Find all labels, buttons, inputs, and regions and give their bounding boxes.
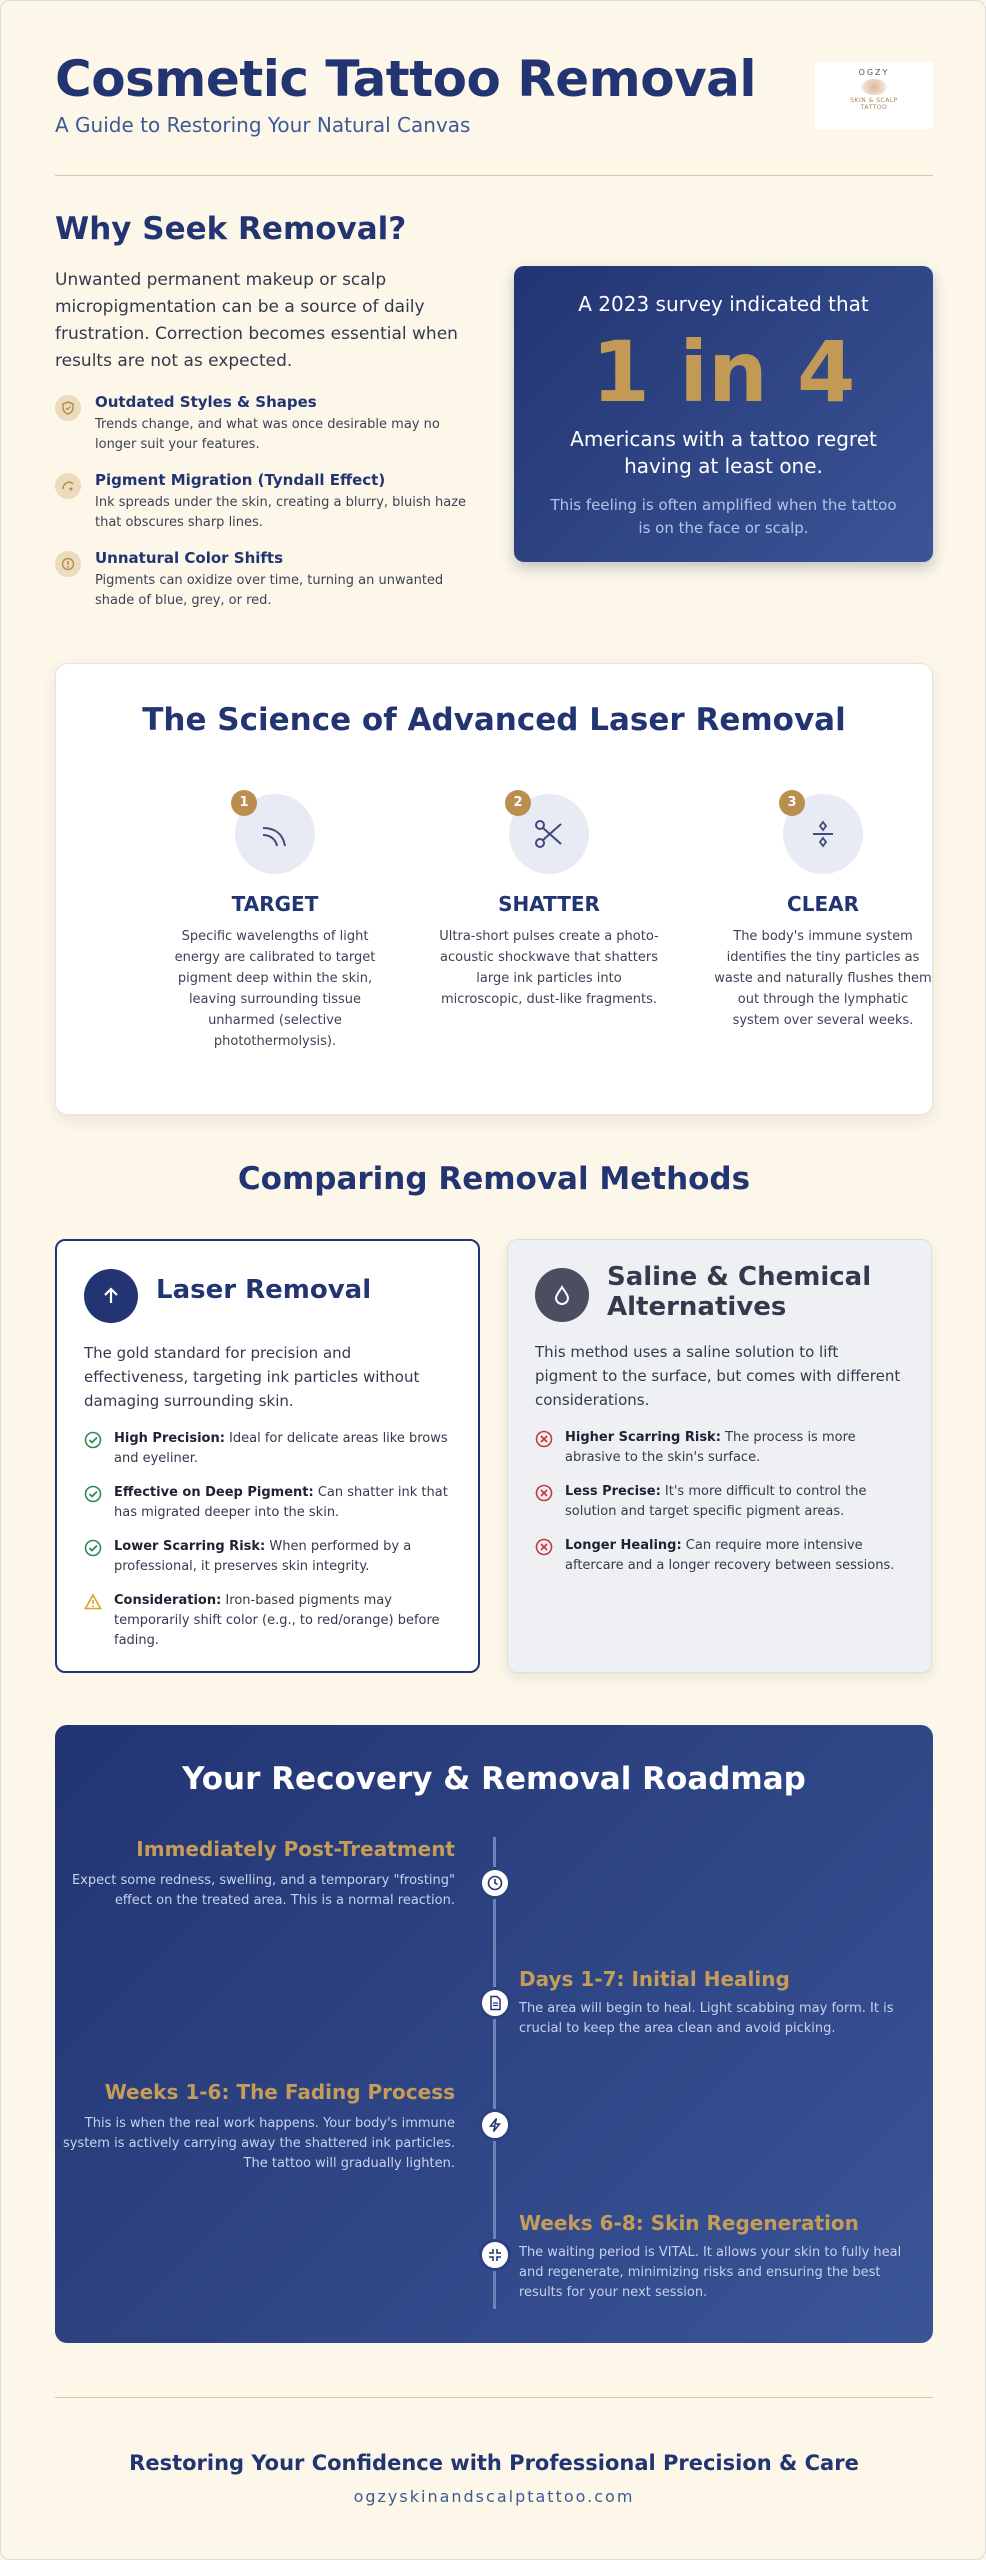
divide-icon — [805, 816, 841, 852]
item-label: Lower Scarring Risk: — [114, 1539, 266, 1554]
reason-desc: Pigments can oxidize over time, turning an unwanted shade of blue, grey, or red. — [95, 573, 444, 608]
timeline-event — [519, 1967, 919, 2039]
laser-card — [55, 1239, 480, 1673]
brand-logo — [815, 62, 933, 129]
warning-icon — [84, 1593, 102, 1611]
why-intro: Unwanted permanent makeup or scalp micropigmentation can be a source of daily frustration. Correction becomes essential when results are not as expected. — [55, 270, 458, 371]
page-title: Cosmetic Tattoo Removal — [55, 50, 757, 108]
item-text: It's more difficult to control the solution and target specific pigment areas. — [565, 1484, 867, 1519]
card-header — [535, 1264, 904, 1330]
reason-item — [55, 393, 475, 455]
saline-card — [507, 1239, 932, 1673]
item-label: Higher Scarring Risk: — [565, 1430, 721, 1445]
clock-icon — [479, 1867, 511, 1899]
divider — [55, 2397, 933, 2398]
alert-icon — [55, 551, 81, 577]
logo-line3: TATTOO — [860, 104, 888, 111]
item-text: Can shatter ink that has migrated deeper into the skin. — [114, 1485, 448, 1520]
step-desc: Specific wavelengths of light energy are calibrated to target pigment deep within the skin, leaving surrounding tissue unharmed (selective photothermolysis). — [174, 929, 376, 1049]
card-title: Laser Removal — [156, 1275, 372, 1305]
x-circle-icon — [535, 1538, 553, 1556]
survey-stat: 1 in 4 — [591, 323, 856, 421]
item-text: Can require more intensive aftercare and a longer recovery between sessions. — [565, 1538, 895, 1573]
item-text: The process is more abrasive to the skin's surface. — [565, 1430, 856, 1465]
roadmap-heading: Your Recovery & Removal Roadmap — [182, 1761, 806, 1797]
timeline-event — [55, 1837, 455, 1911]
con-item — [535, 1428, 904, 1468]
card-header — [84, 1265, 451, 1331]
bolt-icon — [479, 2109, 511, 2141]
step-desc: The body's immune system identifies the tiny particles as waste and naturally flushes them out through the lymphatic system over several weeks. — [714, 929, 932, 1028]
event-title: Immediately Post-Treatment — [136, 1837, 455, 1861]
event-title: Days 1-7: Initial Healing — [519, 1967, 790, 1991]
event-desc: The area will begin to heal. Light scabbing may form. It is crucial to keep the area clean and avoid picking. — [519, 2001, 894, 2036]
con-item — [535, 1536, 904, 1576]
droplet-icon — [535, 1268, 589, 1322]
reason-title: Pigment Migration (Tyndall Effect) — [95, 471, 386, 489]
event-desc: This is when the real work happens. Your body's immune system is actively carrying away the shattered ink particles. The tattoo will gradually lighten. — [62, 2116, 455, 2171]
spread-icon — [55, 473, 81, 499]
logo-mark-icon — [861, 79, 887, 95]
reason-desc: Ink spreads under the skin, creating a blurry, bluish haze that obscures sharp lines. — [95, 495, 467, 530]
reason-item — [55, 471, 475, 533]
shield-icon — [55, 395, 81, 421]
page-subtitle: A Guide to Restoring Your Natural Canvas — [55, 113, 471, 137]
step-title: SHATTER — [498, 892, 600, 916]
check-icon — [84, 1485, 102, 1503]
step-number: 1 — [231, 790, 257, 816]
header — [55, 47, 933, 142]
x-circle-icon — [535, 1430, 553, 1448]
step-circle — [509, 794, 589, 874]
footer-tagline: Restoring Your Confidence with Professional Precision & Care — [129, 2451, 859, 2475]
compare-heading: Comparing Removal Methods — [237, 1161, 751, 1197]
item-label: Effective on Deep Pigment: — [114, 1485, 314, 1500]
document-icon — [479, 1987, 511, 2019]
item-label: Less Precise: — [565, 1484, 661, 1499]
step-desc: Ultra-short pulses create a photo-acoustic shockwave that shatters large ink particles into microscopic, dust-like fragments. — [439, 929, 659, 1007]
x-circle-icon — [535, 1484, 553, 1502]
why-section — [55, 211, 475, 611]
arrow-up-icon — [84, 1269, 138, 1323]
science-heading: The Science of Advanced Laser Removal — [142, 702, 846, 738]
step-title: CLEAR — [787, 892, 859, 916]
item-label: High Precision: — [114, 1431, 225, 1446]
check-icon — [84, 1539, 102, 1557]
step-shatter — [439, 794, 659, 1010]
scissors-icon — [531, 816, 567, 852]
footer-url[interactable]: ogzyskinandscalptattoo.com — [353, 2487, 635, 2506]
con-item — [535, 1482, 904, 1522]
item-text: Iron-based pigments may temporarily shift color (e.g., to red/orange) before fading. — [114, 1593, 440, 1648]
timeline-event — [519, 2211, 919, 2303]
survey-note: This feeling is often amplified when the tattoo is on the face or scalp. — [550, 496, 897, 537]
step-target — [165, 794, 385, 1052]
step-circle — [235, 794, 315, 874]
reason-title: Unnatural Color Shifts — [95, 549, 284, 567]
card-desc: The gold standard for precision and effectiveness, targeting ink particles without damaging surrounding skin. — [84, 1344, 420, 1410]
event-title: Weeks 1-6: The Fading Process — [104, 2080, 455, 2104]
pro-item — [84, 1483, 451, 1523]
science-card — [55, 663, 933, 1115]
logo-name: OGZY — [858, 68, 890, 77]
item-label: Consideration: — [114, 1593, 222, 1608]
event-desc: The waiting period is VITAL. It allows your skin to fully heal and regenerate, minimizing risks and ensuring the best results for your next session. — [519, 2245, 902, 2300]
laser-beam-icon — [257, 816, 293, 852]
warning-item — [84, 1591, 451, 1651]
item-text: When performed by a professional, it preserves skin integrity. — [114, 1539, 412, 1574]
event-title: Weeks 6-8: Skin Regeneration — [519, 2211, 859, 2235]
survey-lead: A 2023 survey indicated that — [578, 292, 869, 316]
step-number: 3 — [779, 790, 805, 816]
card-title: Saline & Chemical Alternatives — [607, 1262, 872, 1322]
why-heading: Why Seek Removal? — [55, 211, 407, 247]
card-desc: This method uses a saline solution to lift pigment to the surface, but comes with different considerations. — [535, 1343, 901, 1409]
reason-title: Outdated Styles & Shapes — [95, 393, 317, 411]
roadmap-panel — [55, 1725, 933, 2343]
item-label: Longer Healing: — [565, 1538, 682, 1553]
timeline-event — [55, 2080, 455, 2174]
divider — [55, 175, 933, 176]
event-desc: Expect some redness, swelling, and a temporary "frosting" effect on the treated area. This is a normal reaction. — [71, 1873, 455, 1908]
pro-item — [84, 1537, 451, 1577]
step-title: TARGET — [231, 892, 319, 916]
survey-main: Americans with a tattoo regret having at least one. — [570, 427, 877, 478]
step-clear — [713, 794, 933, 1031]
step-number: 2 — [505, 790, 531, 816]
step-circle — [783, 794, 863, 874]
reason-item — [55, 549, 475, 611]
pro-item — [84, 1429, 451, 1469]
check-icon — [84, 1431, 102, 1449]
reason-desc: Trends change, and what was once desirable may no longer suit your features. — [95, 417, 440, 452]
shrink-icon — [479, 2239, 511, 2271]
survey-callout — [514, 266, 933, 562]
item-text: Ideal for delicate areas like brows and eyeliner. — [114, 1431, 448, 1466]
logo-line2: SKIN & SCALP — [850, 97, 898, 104]
